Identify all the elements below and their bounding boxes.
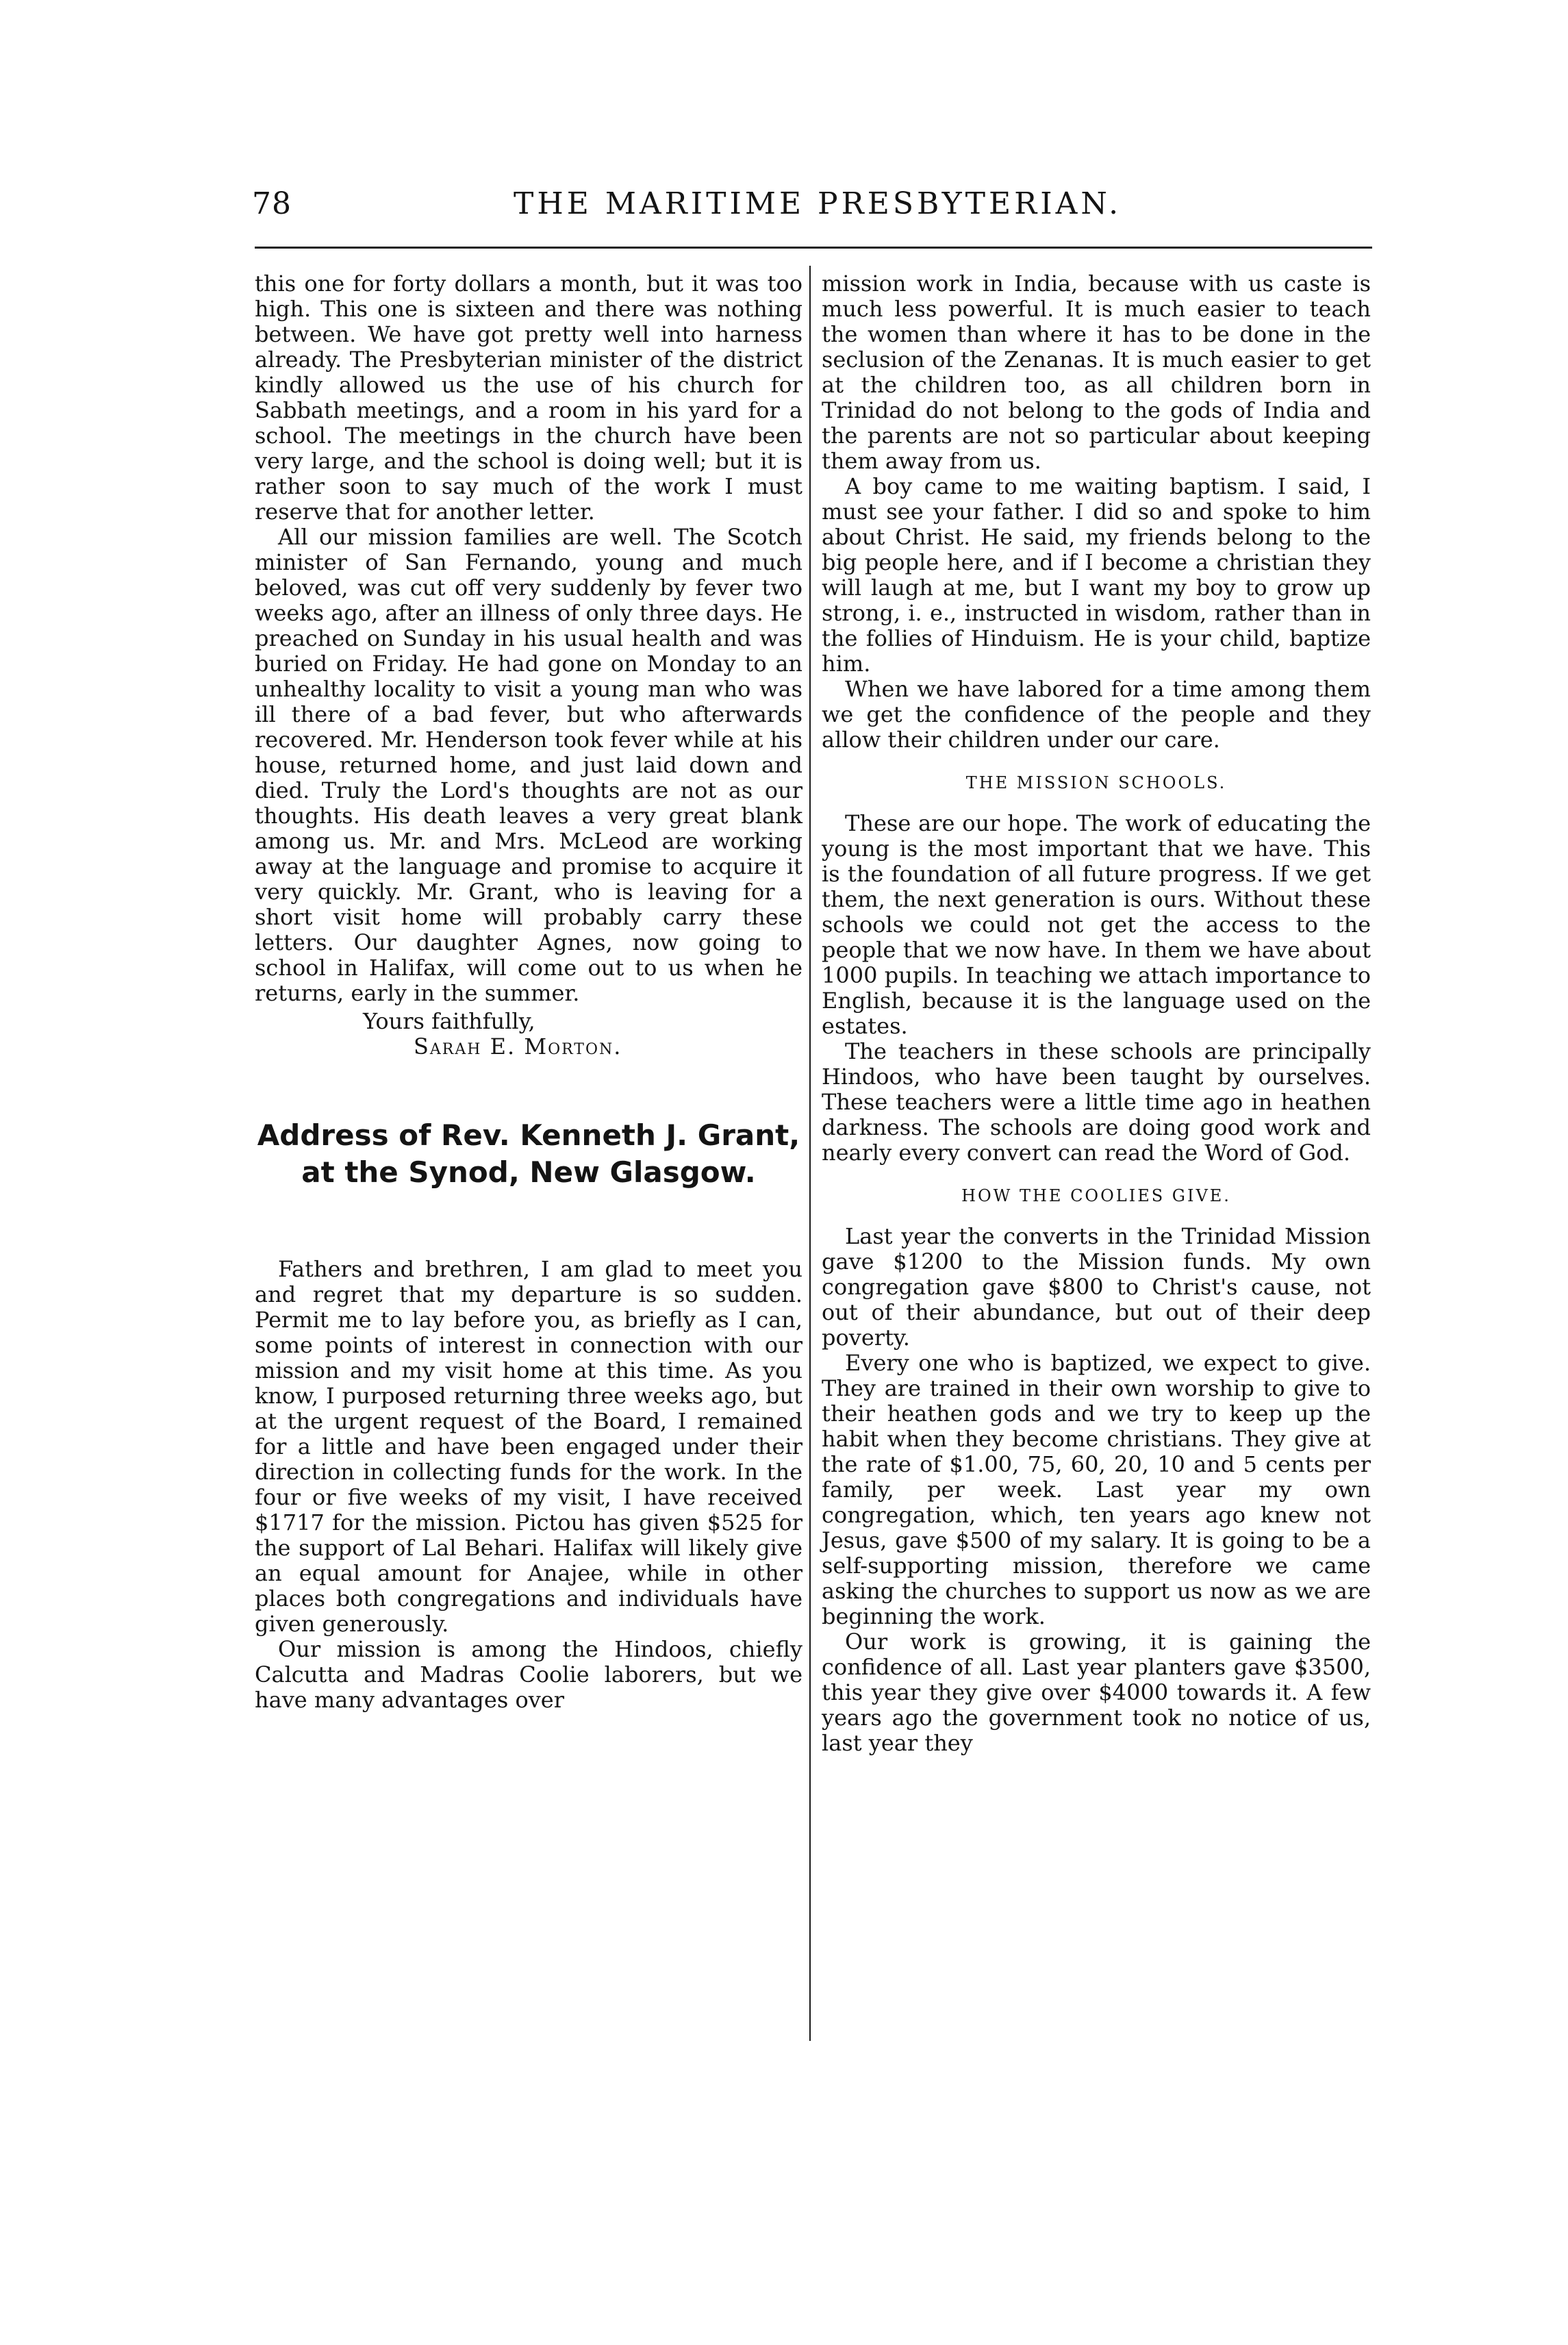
signature: Sarah E. Morton. [414,1033,622,1059]
section-heading-mission-schools: THE MISSION SCHOOLS. [965,773,1227,792]
families-paragraph: All our mission families are well. The Scotch minister of San Fernando, young and much beloved, was cut off very suddenly by fever two weeks ago, after an illness of only three days. He preached on Sunday in his usual health and was buried on Friday. He had gone on Monday to an unhealthy locality to visit a young man who was ill there of a bad fever, but who afterwards recovered. Mr. Henderson took fever while at his house, returned home, and just laid down and died. Truly the Lord's thoughts are not as our thoughts. His death leaves a very great blank among us. Mr. and Mrs. McLeod are working away at the language and promise to acquire it very quickly. Mr. Grant, who is leaving for a short visit home will probably carry these letters. Our daughter Agnes, now going to school in Halifax, will come out to us when he returns, early in the summer. [255,524,802,1006]
right-paragraph-3: When we have labored for a time among them we get the confidence of the people and they allow their children under our care. [822,676,1371,753]
letter-continuation: this one for forty dollars a month, but it was too high. This one is sixteen and there was nothing between. We have got pretty well into harness already. The Presbyterian minister of the district kindly allowed us the use of his church for Sabbath meetings, and a room in his yard for a school. The meetings in the church have been very large, and the school is doing well; but it is rather soon to say much of the work I must reserve that for another letter. [255,271,802,525]
right-column [822,271,1371,1756]
section-heading-coolies-give: HOW THE COOLIES GIVE. [961,1186,1231,1205]
page-number: 78 [252,186,292,221]
right-paragraph-5: The teachers in these schools are principally Hindoos, who have been taught by ourselves. These teachers were a little time ago in heathen darkness. The schools are doing good work and nearly every convert can read the Word of God. [822,1038,1371,1166]
address-paragraph-2: Our mission is among the Hindoos, chiefly Calcutta and Madras Coolie laborers, but we have many advantages over [255,1636,802,1713]
right-paragraph-1: mission work in India, because with us caste is much less powerful. It is much easier to teach the women than where it has to be done in the seclusion of the Zenanas. It is much easier to get at the children too, as all children born in Trinidad do not belong to the gods of India and the parents are not so particular about keeping them away from us. [822,271,1371,474]
right-paragraph-6: Last year the converts in the Trinidad Mission gave $1200 to the Mission funds. My own congregation gave $800 to Christ's cause, not out of their abundance, but out of their deep poverty. [822,1223,1371,1351]
letter-closing [255,1009,802,1059]
right-paragraph-7: Every one who is baptized, we expect to give. They are trained in their own worship to give to their heathen gods and we try to keep up the habit when they become christians. They give at the rate of $1.00, 75, 60, 20, 10 and 5 cents per family, per week. Last year my own congregation, which, ten years ago knew not Jesus, gave $500 of my salary. It is going to be a self-supporting mission, therefore we came asking the churches to support us now as we are beginning the work. [822,1350,1371,1629]
right-paragraph-8: Our work is growing, it is gaining the confidence of all. Last year planters gave $3500, this year they give over $4000 towards it. A few years ago the government took no notice of us, last year they [822,1629,1371,1756]
article-title [255,1117,802,1191]
closing-salutation: Yours faithfully, [363,1008,535,1034]
article-title-line-2: at the Synod, New Glasgow. [301,1155,756,1189]
article-title-line-1: Address of Rev. Kenneth J. Grant, [257,1118,800,1152]
right-paragraph-2: A boy came to me waiting baptism. I said, I must see your father. I did so and spoke to him about Christ. He said, my friends belong to the big people here, and if I become a christian they will laugh at me, but I want my boy to grow up strong, i. e., instructed in wisdom, rather than in the follies of Hinduism. He is your child, baptize him. [822,473,1371,677]
header-rule [255,247,1372,249]
address-paragraph-1: Fathers and brethren, I am glad to meet you and regret that my departure is so sudden. Permit me to lay before you, as briefly as I can, some points of interest in connection with our mission and my visit home at this time. As you know, I purposed returning three weeks ago, but at the urgent request of the Board, I remained for a little and have been engaged under their direction in collecting funds for the work. In the four or five weeks of my visit, I have received $1717 for the mission. Pictou has given $525 for the support of Lal Behari. Halifax will likely give an equal amount for Anajee, while in other places both congregations and individuals have given generously. [255,1256,802,1637]
column-divider [809,266,811,2041]
page-header [0,184,1568,238]
left-column [255,271,802,1713]
right-paragraph-4: These are our hope. The work of educating the young is the most important that we have. This is the foundation of all future progress. If we get them, the next generation is ours. Without these schools we could not get the access to the people that we now have. In them we have about 1000 pupils. In teaching we attach importance to English, because it is the language used on the estates. [822,810,1371,1039]
running-title: THE MARITIME PRESBYTERIAN. [514,186,1122,221]
